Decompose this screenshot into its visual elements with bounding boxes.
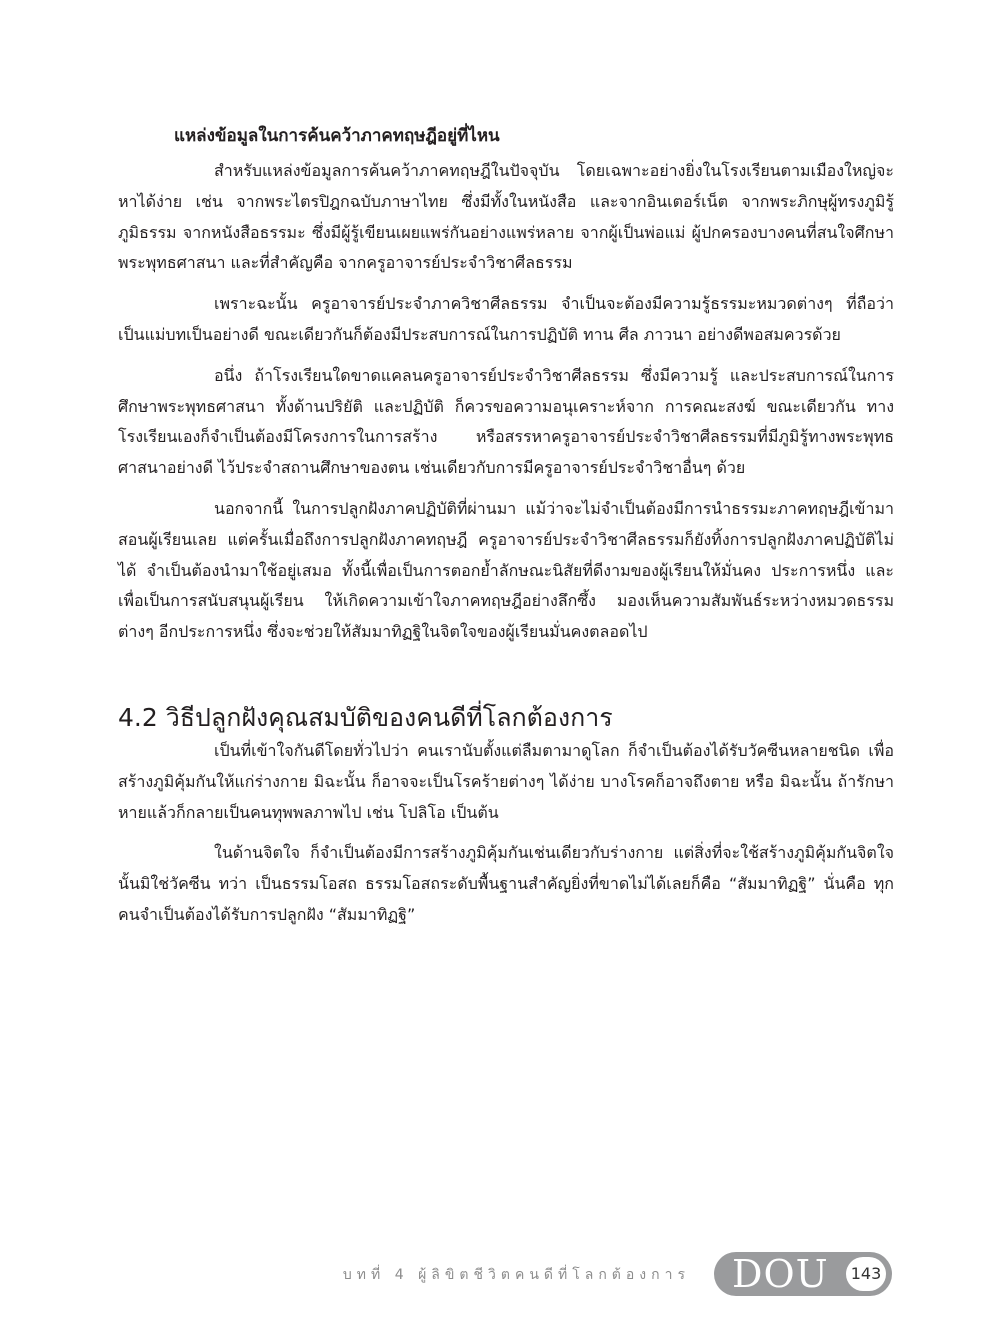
paragraph-mind-immunity: ในด้านจิตใจ ก็จำเป็นต้องมีการสร้างภูมิคุ้มกันเช่นเดียวกับร่างกาย แต่สิ่งที่จะใช้สร้างภูมิคุ้มกันจิตใจนั้นมิใช่วัคซีน ทว่า เป็นธรรมโอสถ ธรรมโอสถระดับพื้นฐานสำคัญยิ่งที่ขาดไม่ได้เลยก็คือ “สัมมาทิฏฐิ” นั่นคือ ทุกคนจำเป็นต้องได้รับการปลูกฝัง “สัมมาทิฏฐิ” [118,843,894,924]
paragraph-vaccine: เป็นที่เข้าใจกันดีโดยทั่วไปว่า คนเรานับตั้งแต่ลืมตามาดูโลก ก็จำเป็นต้องได้รับวัคซีนหลายชนิด เพื่อสร้างภูมิคุ้มกันให้แก่ร่างกาย มิฉะนั้น ก็อาจจะเป็นโรคร้ายต่างๆ ได้ง่าย บางโรคก็อาจถึงตาย หรือ มิฉะนั้น ถ้ารักษาหายแล้วก็กลายเป็นคนทุพพลภาพไป เช่น โปลิโอ เป็นต้น [118,740,894,822]
paragraph-teacher-knowledge: เพราะฉะนั้น ครูอาจารย์ประจำภาควิชาศีลธรรม จำเป็นจะต้องมีความรู้ธรรมะหมวดต่างๆ ที่ถือว่าเป็นแม่บทเป็นอย่างดี ขณะเดียวกันก็ต้องมีประสบการณ์ในการปฏิบัติ ทาน ศีล ภาวนา อย่างดีพอสมควรด้วย [118,294,894,344]
dou-badge [714,1252,892,1296]
page-content [118,116,894,931]
page-number: 143 [846,1257,886,1291]
paragraph-practice: นอกจากนี้ ในการปลูกฝังภาคปฏิบัติที่ผ่านมา แม้ว่าจะไม่จำเป็นต้องมีการนำธรรมะภาคทฤษฎีเข้ามาสอนผู้เรียนเลย แต่ครั้นเมื่อถึงการปลูกฝังภาคทฤษฎี ครูอาจารย์ประจำวิชาศีลธรรมก็ยังทิ้งการปลูกฝังภาคปฏิบัติไม่ได้ จำเป็นต้องนำมาใช้อยู่เสมอ ทั้งนี้เพื่อเป็นการตอกย้ำลักษณะนิสัยที่ดีงามของผู้เรียนให้มั่นคง ประการหนึ่ง และเพื่อเป็นการสนับสนุนผู้เรียน ให้เกิดความเข้าใจภาคทฤษฎีอย่างลึกซึ้ง มองเห็นความสัมพันธ์ระหว่างหมวดธรรมต่างๆ อีกประการหนึ่ง ซึ่งจะช่วยให้สัมมาทิฏฐิในจิตใจของผู้เรียนมั่นคงตลอดไป [118,498,894,642]
page-footer [0,1250,1000,1300]
chapter-running-title: บทที่ 4 ผู้ลิขิตชีวิตคนดีที่โลกต้องการ [342,1267,690,1283]
paragraph-sources: สำหรับแหล่งข้อมูลการค้นคว้าภาคทฤษฎีในปัจจุบัน โดยเฉพาะอย่างยิ่งในโรงเรียนตามเมืองใหญ่จะหาได้ง่าย เช่น จากพระไตรปิฎกฉบับภาษาไทย ซึ่งมีทั้งในหนังสือ และจากอินเตอร์เน็ต จากพระภิกษุผู้ทรงภูมิรู้ภูมิธรรม จากหนังสือธรรมะ ซึ่งมีผู้รู้เขียนเผยแพร่กันอย่างแพร่หลาย จากผู้เป็นพ่อแม่ ผู้ปกครองบางคนที่สนใจศึกษาพระพุทธศาสนา และที่สำคัญคือ จากครูอาจารย์ประจำวิชาศีลธรรม [118,161,894,273]
dou-logo: DOU [732,1252,829,1296]
section-heading: 4.2 วิธีปลูกฝังคุณสมบัติของคนดีที่โลกต้องการ [118,702,613,732]
paragraph-shortage: อนึ่ง ถ้าโรงเรียนใดขาดแคลนครูอาจารย์ประจำวิชาศีลธรรม ซึ่งมีความรู้ และประสบการณ์ในการศึกษาพระพุทธศาสนา ทั้งด้านปริยัติ และปฏิบัติ ก็ควรขอความอนุเคราะห์จาก การคณะสงฆ์ ขณะเดียวกัน ทางโรงเรียนเองก็จำเป็นต้องมีโครงการในการสร้าง หรือสรรหาครูอาจารย์ประจำวิชาศีลธรรมที่มีภูมิรู้ทางพระพุทธศาสนาอย่างดี ไว้ประจำสถานศึกษาของตน เช่นเดียวกับการมีครูอาจารย์ประจำวิชาอื่นๆ ด้วย [118,365,894,478]
subsection-heading: แหล่งข้อมูลในการค้นคว้าภาคทฤษฎีอยู่ที่ไหน [174,126,500,146]
